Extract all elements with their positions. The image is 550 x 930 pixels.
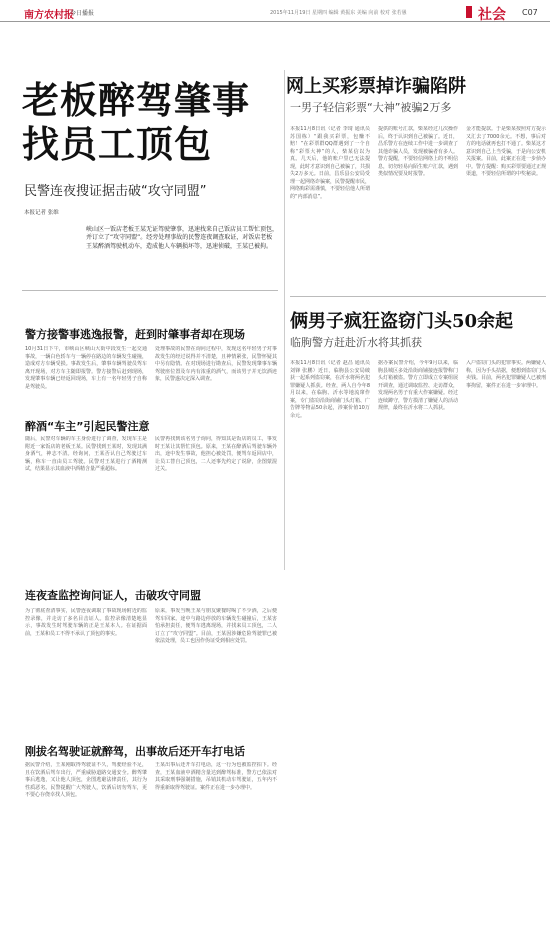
subhead-a-col2: 处理事故的民警在询问过程中，发现这名年轻男子对事故发生的经过说得并不清楚，且神情紧张，民警怀疑其中另有隐情。在对现场进行勘查后，民警发现肇事车辆驾驶座位置及车内有浓重的酒气，而该男子并无饮酒迹象，民警遂决定深入调查。 [155, 346, 277, 382]
subhead-a-col1: 10月31日下午，市峡山区峡山大街中段发生一起交通事故，一辆白色轿车与一辆停在路边的车辆发生碰撞，造成对方车辆受损。事故发生后，肇事车辆驾驶员驾车离开现场，对方车主随即报警。警方接警后赶到现场，发现肇事车辆已经返回现场，车上有一名年轻男子自称是驾驶员。 [25, 346, 147, 390]
masthead [0, 0, 550, 22]
divider [290, 296, 546, 297]
story2-subtitle: 一男子轻信彩票“大神”被骗2万多 [290, 101, 452, 114]
subhead-b-col1: 随后，民警对车辆的车主身份进行了调查，发现车主是附近一家饭店的老板王某。民警找到王某时，发现其满身酒气，神志不清。经询问，王某否认自己驾驶过车辆，称车一直由员工驾驶。民警对王某进行了酒精测试，结果显示其血液中酒精含量严重超标。 [25, 436, 147, 472]
divider [22, 290, 278, 291]
page-number: C07 [522, 8, 538, 17]
subhead-c-col1: 为了彻底查清事实，民警连夜调取了事故现场附近的监控录像，并走访了多名目击证人。监控录像清楚地显示，事故发生时驾驶车辆的正是王某本人。在证据面前，王某和员工不得不承认了顶包的事实。 [25, 608, 147, 637]
column-divider [284, 70, 285, 570]
subhead-d-col1: 据民警介绍，王某刚取得驾驶证不久，驾驶经验不足，且在饮酒后驾车出行，严重威胁道路交通安全。醉驾肇事后逃逸，又让他人顶包，企图逃避法律责任，其行为性质恶劣。民警提醒广大驾驶人，饮酒后切勿驾车，更不要心存侥幸找人顶包。 [25, 762, 147, 798]
newspaper-logo: 南方农村报 [24, 10, 74, 21]
subhead-b-col2: 民警再找到该名男子询问，得知其是饭店的员工，事发时王某让其帮忙顶包。原来，王某在醉酒后驾驶车辆外出，途中发生事故，他担心被处罚，便驾车返回店中，让员工替自己顶包，二人还事先约定了说辞，企图蒙混过关。 [155, 436, 277, 472]
story3-subtitle: 临朐警方赶赴沂水将其抓获 [290, 336, 422, 349]
story2-col3: 金才能提款。于是柴某按照对方提示又汇去了7000余元。不想，事后对方的电话就再也打不通了。柴某这才意识到自己上当受骗，于是向公安机关报案。目前，此案正在进一步侦办中。警方提醒：购买彩票要通过正规渠道，不要轻信所谓的中奖秘诀。 [466, 126, 546, 177]
subhead-c-col2: 原来，事发当晚王某与朋友聚餐时喝了不少酒，之后便驾车回家。途中与路边停放的车辆发生碰撞后，王某害怕承担责任，便驾车逃离现场，并找来员工顶包，二人订立了“攻守同盟”。目前，王某因涉嫌危险驾驶罪已被依法处理，员工也因作伪证受到相应处罚。 [155, 608, 277, 644]
section-title: 社会 [478, 7, 506, 23]
story3-headline: 俩男子疯狂盗窃门头50余起 [290, 311, 514, 332]
story1-headline-line1: 老板醉驾肇事 [22, 78, 250, 122]
subhead-d: 刚拔名驾驶证就醉驾，出事故后还开车打电话 [25, 745, 245, 758]
subhead-c: 连夜查监控询问证人，击破攻守同盟 [25, 589, 201, 602]
story1-subtitle: 民警连夜搜证据击破“攻守同盟” [24, 184, 207, 199]
story3-col3: 入户盗窃门头的犯罪事实。两嫌疑人称，因为手头拮据，便想到盗窃门头卖钱。目前，两名犯罪嫌疑人已被刑事拘留，案件正在进一步审理中。 [466, 360, 546, 389]
subhead-b: 醉酒“车主”引起民警注意 [25, 420, 150, 433]
story1-headline-line2: 找员工顶包 [22, 122, 212, 166]
story3-col2: 据办案民警介绍，今年9月以来，临朐县城区多处沿街商铺接连报警称门头灯箱被盗。警方立即成立专案组展开调查，通过调取监控、走访群众，发现两名男子有重大作案嫌疑。经过连续蹲守，警方摸清了嫌疑人的活动规律，最终在沂水将二人抓获。 [378, 360, 458, 411]
story1-byline: 本报记者 张维 [24, 210, 59, 216]
story2-col2: 提供的账号汇款，柴某经过几次操作后，终于认识到自己被骗了。近日，昌乐警方在连续工作中进一步调查了其他诈骗人员，发现被骗者有多人。警方提醒，不要轻信网络上的不明信息，切勿轻易向陌生账户汇款，遇到类似情况要及时报警。 [378, 126, 458, 177]
section-tag: 今日播报 [70, 10, 95, 17]
story2-headline: 网上买彩票掉诈骗陷阱 [286, 76, 466, 97]
subhead-a: 警方接警事逃逸报警，赶到时肇事者却在现场 [25, 328, 245, 341]
story3-col1: 本报11月8日讯（记者 赵昌 通讯员 刘锋 张鹏）近日，临朐县公安局破获一起系列盗窃案，在沂水将两名犯罪嫌疑人抓获。经查，两人自今年8月以来，在临朐、沂水等地流窜作案，专门盗窃沿街商铺门头灯箱、广告牌等物品50余起，涉案价值10万余元。 [290, 360, 370, 419]
story1-lead: 峡山区一饭店老板王某无证驾驶肇事，迅速找来自己饭店员工帮忙顶包，并订立了“攻守同盟”。经旁处理事故的民警连夜调查取证，对饭店老板王某醉酒驾驶机动车，造成他人车辆损坏等，迅速侦破，王某已被拘。 [86, 226, 279, 250]
story2-col1: 本报11月8日讯（记者 李琦 通讯员 苏国栋）“跟我买彩票，包赚不赔！”在彩票群QQ群遇到了一个自称“彩票大神”的人，柴某信以为真。几天后，他的账户里已无法提现，此时才意识到自己被骗了，共损失2万多元。日前，昌乐县公安局受理一起网络诈骗案，民警提醒市民，网络购彩需谨慎，不要轻信他人所谓的“内部消息”。 [290, 126, 370, 200]
subhead-d-col2: 王某出事后还开车打电话，这一行为也被监控拍下。经查，王某血液中酒精含量达到醉驾标准，警方已依法对其采取刑事强制措施，吊销其机动车驾驶证，五年内不得重新取得驾驶证。案件正在进一步办理中。 [155, 762, 277, 791]
dateline: 2015年11月19日 星期四 编辑 黄振东 美编 向前 校对 张若愚 [270, 10, 407, 16]
story1-headline [22, 78, 278, 166]
section-marker-icon [466, 6, 472, 18]
